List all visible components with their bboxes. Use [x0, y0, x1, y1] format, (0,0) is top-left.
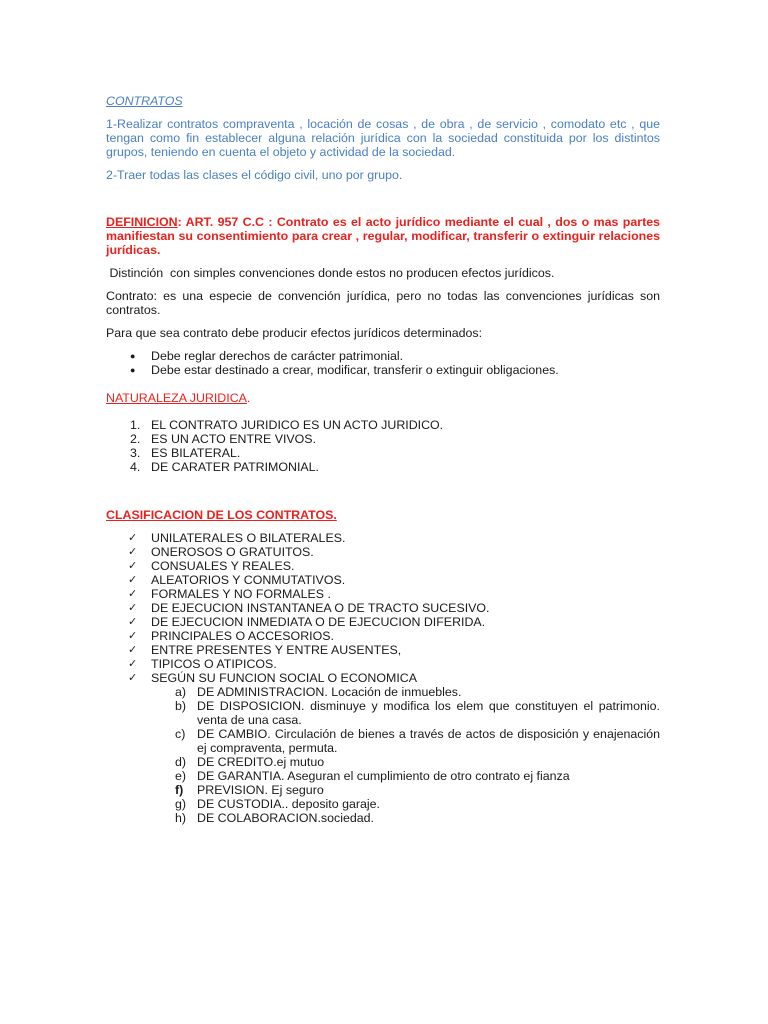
list-item: 3. ES BILATERAL. [130, 446, 241, 460]
conditions-list [106, 349, 660, 377]
definition-paragraph [106, 215, 660, 257]
bullet-icon: ● [130, 351, 136, 361]
list-item: ✓ ONEROSOS O GRATUITOS. [128, 545, 314, 559]
doc-title-row [106, 94, 660, 108]
definition-label: DEFINICION [106, 215, 178, 229]
list-item: ✓ DE EJECUCION INSTANTANEA O DE TRACTO SUCESIVO. [128, 601, 490, 615]
nature-heading: NATURALEZA JURIDICA. [106, 391, 251, 405]
list-item: b) DE DISPOSICION. disminuye y modifica los elem que constituyen el patrimonio. venta de una casa. [175, 699, 660, 727]
check-icon: ✓ [128, 602, 138, 614]
document-page [106, 94, 660, 825]
check-icon: ✓ [128, 658, 138, 670]
check-icon: ✓ [128, 560, 138, 572]
condition-intro: Para que sea contrato debe producir efectos jurídicos determinados: [106, 326, 483, 340]
list-item: 1. EL CONTRATO JURIDICO ES UN ACTO JURIDICO. [130, 418, 444, 432]
distinction-text: Distinción con simples convenciones donde estos no producen efectos jurídicos. [106, 266, 555, 280]
list-item: ✓ PRINCIPALES O ACCESORIOS. [128, 629, 334, 643]
classification-list [106, 531, 660, 685]
list-item: ✓ ALEATORIOS Y CONMUTATIVOS. [128, 573, 346, 587]
list-item: ✓ TIPICOS O ATIPICOS. [128, 657, 277, 671]
list-item: ● Debe reglar derechos de carácter patrimonial. [130, 349, 404, 363]
list-item: 2. ES UN ACTO ENTRE VIVOS. [130, 432, 317, 446]
check-icon: ✓ [128, 588, 138, 600]
list-item: f) PREVISION. Ej seguro [175, 783, 324, 797]
nature-list [106, 418, 660, 474]
definition-text: : ART. 957 C.C : Contrato es el acto jurídico mediante el cual , dos o mas partes manifiestan su consentimiento para crear , regular, modificar, transferir o extinguir relaciones jurídicas. [106, 215, 660, 257]
list-item: ✓ UNILATERALES O BILATERALES. [128, 531, 346, 545]
list-item: ✓ CONSUALES Y REALES. [128, 559, 295, 573]
list-item: ✓ DE EJECUCION INMEDIATA O DE EJECUCION DIFERIDA. [128, 615, 486, 629]
social-function-list [106, 685, 660, 825]
task-2: 2-Traer todas las clases el código civil, uno por grupo. [106, 168, 403, 182]
list-item: d) DE CREDITO.ej mutuo [175, 755, 325, 769]
check-icon: ✓ [128, 672, 138, 684]
list-item: ✓ SEGÚN SU FUNCION SOCIAL O ECONOMICA [128, 671, 417, 685]
doc-title: CONTRATOS [106, 94, 183, 108]
check-icon: ✓ [128, 644, 138, 656]
check-icon: ✓ [128, 616, 138, 628]
check-icon: ✓ [128, 532, 138, 544]
list-item: a) DE ADMINISTRACION. Locación de inmuebles. [175, 685, 462, 699]
task-1: 1-Realizar contratos compraventa , locación de cosas , de obra , de servicio , comodato etc , que tengan como fin establecer alguna relación jurídica con la sociedad constituida por los distintos grupos, teniendo en cuenta el objeto y actividad de la sociedad. [106, 117, 660, 159]
list-item: h) DE COLABORACION.sociedad. [175, 811, 374, 825]
classification-heading: CLASIFICACION DE LOS CONTRATOS. [106, 508, 337, 522]
list-item: ✓ ENTRE PRESENTES Y ENTRE AUSENTES, [128, 643, 402, 657]
list-item: ● Debe estar destinado a crear, modificar, transferir o extinguir obligaciones. [130, 363, 559, 377]
check-icon: ✓ [128, 630, 138, 642]
list-item: ✓ FORMALES Y NO FORMALES . [128, 587, 331, 601]
list-item: e) DE GARANTIA. Aseguran el cumplimiento de otro contrato ej fianza [175, 769, 570, 783]
check-icon: ✓ [128, 574, 138, 586]
check-icon: ✓ [128, 546, 138, 558]
contract-definition: Contrato: es una especie de convención jurídica, pero no todas las convenciones jurídicas son contratos. [106, 289, 660, 317]
list-item: c) DE CAMBIO. Circulación de bienes a través de actos de disposición y enajenación ej compraventa, permuta. [175, 727, 660, 755]
bullet-icon: ● [130, 365, 136, 375]
list-item: 4. DE CARATER PATRIMONIAL. [130, 460, 319, 474]
list-item: g) DE CUSTODIA.. deposito garaje. [175, 797, 380, 811]
